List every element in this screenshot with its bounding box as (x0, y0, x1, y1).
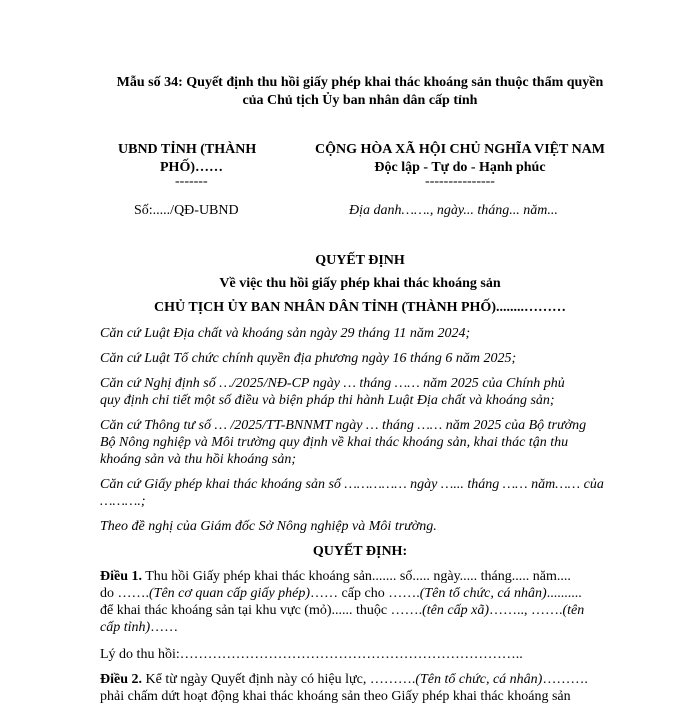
basis-decree-line2: quy định chi tiết một số điều và biện pháp thi hành Luật Địa chất và khoáng sản; (100, 393, 555, 408)
basis-circular-line2: Bộ Nông nghiệp và Môi trường quy định về khai thác khoáng sản, khai thác tận thu (100, 435, 569, 450)
article1-text: Thu hồi Giấy phép khai thác khoáng sản....... số..... ngày..... tháng..... năm.... (142, 569, 571, 584)
revocation-reason: Lý do thu hồi:……………………………………………………………….. (100, 647, 523, 662)
agency-name-line1: UBND TỈNH (THÀNH (118, 142, 257, 157)
article1-l3c: …….., ……. (488, 603, 563, 618)
article1-line4 (100, 620, 178, 636)
basis-proposal: Theo đề nghị của Giám đốc Sở Nông nghiệp và Môi trường. (100, 519, 437, 534)
article1-line2 (100, 586, 582, 602)
article1-line3 (100, 603, 584, 619)
decision-subject: Về việc thu hồi giấy phép khai thác khoáng sản (219, 276, 501, 291)
form-title-line2: của Chủ tịch Ủy ban nhân dân cấp tỉnh (242, 93, 478, 108)
agency-rule: ------- (175, 174, 208, 189)
article1-l2c: …… cấp cho ……. (310, 586, 420, 601)
document-number: Số:...../QĐ-UBND (134, 203, 239, 218)
article1-province: cấp tỉnh) (100, 620, 151, 635)
agency-name-line2: PHỐ)…… (160, 160, 223, 175)
article1-label: Điều 1. (100, 569, 142, 584)
national-title: CỘNG HÒA XÃ HỘI CHỦ NGHĨA VIỆT NAM (314, 142, 605, 157)
article1-issuer: (Tên cơ quan cấp giấy phép) (149, 586, 311, 601)
article2-line1 (100, 672, 588, 688)
article1-l2e: .......... (546, 586, 582, 601)
article1-holder: (Tên tổ chức, cá nhân) (419, 586, 547, 601)
basis-circular-line1: Căn cứ Thông tư số … /2025/TT-BNNMT ngày … tháng …… năm 2025 của Bộ trưởng (100, 418, 587, 433)
decision-authority: CHỦ TỊCH ỦY BAN NHÂN DÂN TỈNH (THÀNH PHỐ)........……… (154, 300, 566, 315)
national-rule: --------------- (425, 174, 495, 189)
basis-local-gov-law: Căn cứ Luật Tổ chức chính quyền địa phương ngày 16 tháng 6 năm 2025; (100, 351, 517, 366)
article1-commune: (tên cấp xã) (422, 603, 489, 618)
basis-geology-law: Căn cứ Luật Địa chất và khoáng sản ngày 29 tháng 11 năm 2024; (100, 326, 471, 341)
basis-license-line2: ……….; (100, 494, 146, 509)
article1-l4b: …… (150, 620, 179, 635)
article1-l3d: (tên (562, 603, 585, 618)
decision-heading: QUYẾT ĐỊNH (315, 253, 405, 268)
article1-line1 (100, 569, 571, 585)
basis-circular-line3: khoáng sản và thu hồi khoáng sản; (100, 452, 296, 467)
basis-decree-line1: Căn cứ Nghị định số …/2025/NĐ-CP ngày … tháng …… năm 2025 của Chính phủ (100, 376, 565, 391)
article2-line2: phải chấm dứt hoạt động khai thác khoáng sản theo Giấy phép khai thác khoáng sản (100, 689, 571, 704)
national-motto: Độc lập - Tự do - Hạnh phúc (374, 160, 546, 175)
article2-label: Điều 2. (100, 672, 142, 687)
article2-holder: (Tên tổ chức, cá nhân) (415, 672, 543, 687)
article1-l3a: để khai thác khoáng sản tại khu vực (mỏ)...... thuộc ……. (100, 603, 423, 618)
article2-l1c: ………. (542, 672, 588, 687)
place-date: Địa danh……., ngày... tháng... năm... (349, 203, 558, 218)
basis-license-line1: Căn cứ Giấy phép khai thác khoáng sản số …………… ngày …... tháng …… năm…… của (100, 477, 604, 492)
form-title-line1: Mẫu số 34: Quyết định thu hồi giấy phép khai thác khoáng sản thuộc thẩm quyền (116, 75, 604, 90)
article1-l2a: do ……. (100, 586, 149, 601)
decides-heading: QUYẾT ĐỊNH: (312, 544, 408, 559)
article2-l1a: Kể từ ngày Quyết định này có hiệu lực, ………. (142, 672, 416, 687)
